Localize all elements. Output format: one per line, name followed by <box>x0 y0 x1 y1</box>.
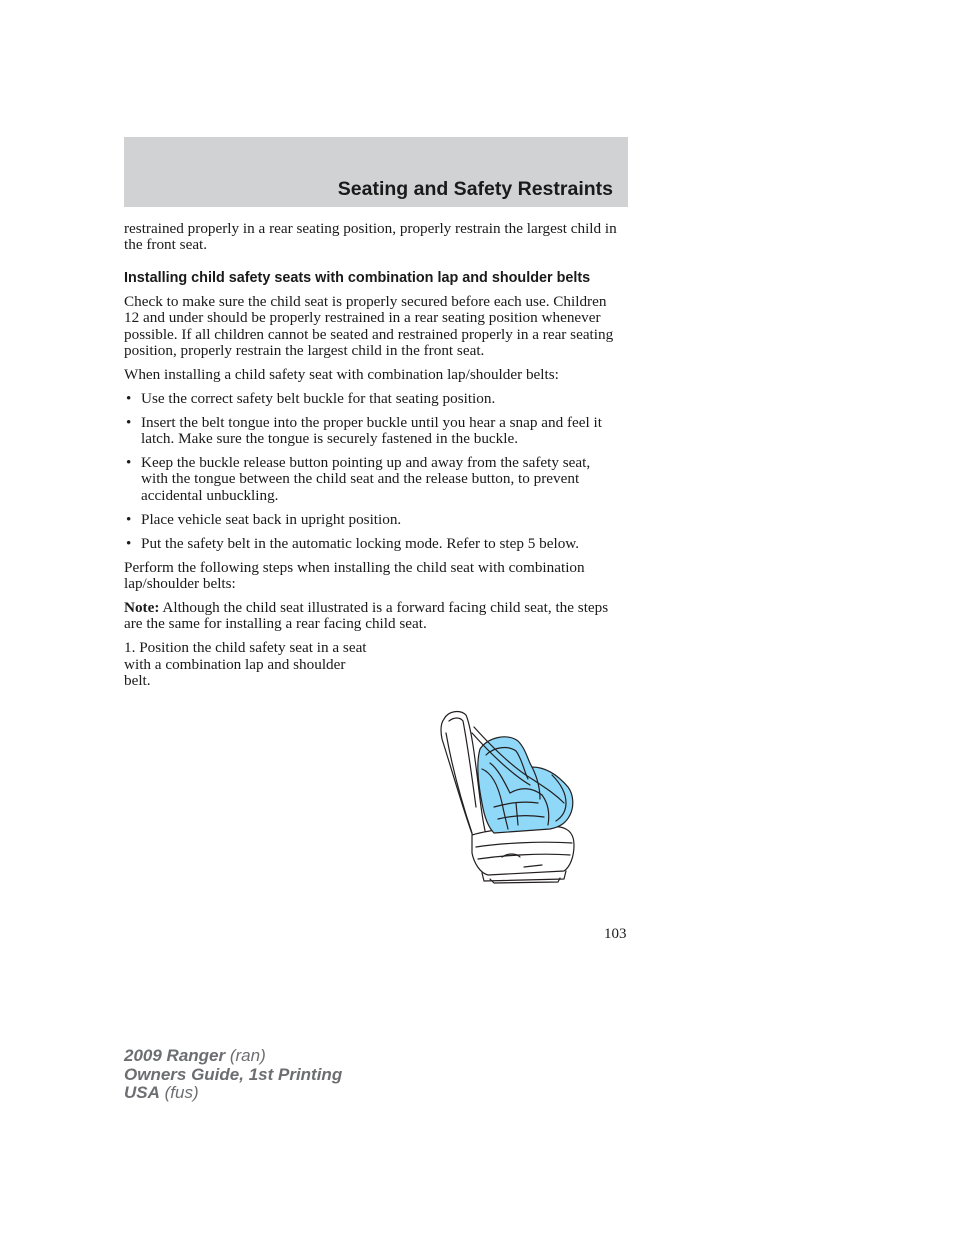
list-item-text: Place vehicle seat back in upright position. <box>141 510 402 528</box>
list-item-text: Put the safety belt in the automatic locking mode. Refer to step 5 below. <box>141 534 580 552</box>
bullet-dot: • <box>126 510 132 528</box>
list-item-text: Keep the buckle release button pointing up and away from the safety seat, with the tongue between the child seat and the release button, to prevent accidental unbuckling. <box>141 454 591 504</box>
footer <box>124 1047 342 1103</box>
paragraph-perform-steps: Perform the following steps when installing the child seat with combination lap/shoulder belts: <box>124 558 585 592</box>
list-item-text: Insert the belt tongue into the proper buckle until you hear a snap and feel it latch. Make sure the tongue is securely fastened in the buckle. <box>141 413 602 448</box>
bullet-dot: • <box>126 454 132 472</box>
bullet-dot: • <box>126 389 132 407</box>
intro-paragraph: restrained properly in a rear seating position, properly restrain the largest child in the front seat. <box>124 220 617 254</box>
list-item <box>124 415 620 448</box>
paragraph-when-installing: When installing a child safety seat with combination lap/shoulder belts: <box>124 365 559 383</box>
section-title: Seating and Safety Restraints <box>337 178 613 200</box>
bullet-list <box>124 391 620 552</box>
list-item <box>124 391 620 407</box>
paragraph-check-seat: Check to make sure the child seat is properly secured before each use. Children 12 and under should be properly restrained in a rear seating position whenever possible. If all children cannot be seated and restrained properly in a rear seating position, properly restrain the largest child in the front seat. <box>124 292 614 360</box>
child-seat-icon <box>432 707 578 885</box>
bullet-dot: • <box>126 413 132 431</box>
list-item-text: Use the correct safety belt buckle for that seating position. <box>141 389 496 407</box>
list-item <box>124 512 620 528</box>
note-label: Note: <box>124 598 160 616</box>
note-paragraph <box>124 600 620 633</box>
list-item <box>124 455 620 504</box>
footer-line-3: USA (fus) <box>124 1083 199 1102</box>
subheading: Installing child safety seats with combination lap and shoulder belts <box>124 269 591 286</box>
child-seat-illustration <box>432 707 578 885</box>
main-content <box>124 221 620 697</box>
bullet-dot: • <box>126 534 132 552</box>
footer-line-1: 2009 Ranger (ran) <box>124 1046 266 1065</box>
step-1-text: 1. Position the child safety seat in a seat with a combination lap and shoulder belt. <box>124 639 367 690</box>
list-item <box>124 536 620 552</box>
page-number: 103 <box>604 926 627 942</box>
note-text: Although the child seat illustrated is a forward facing child seat, the steps are the same for installing a rear facing child seat. <box>124 598 609 633</box>
section-header-band <box>124 137 628 207</box>
footer-line-2: Owners Guide, 1st Printing <box>124 1064 343 1084</box>
